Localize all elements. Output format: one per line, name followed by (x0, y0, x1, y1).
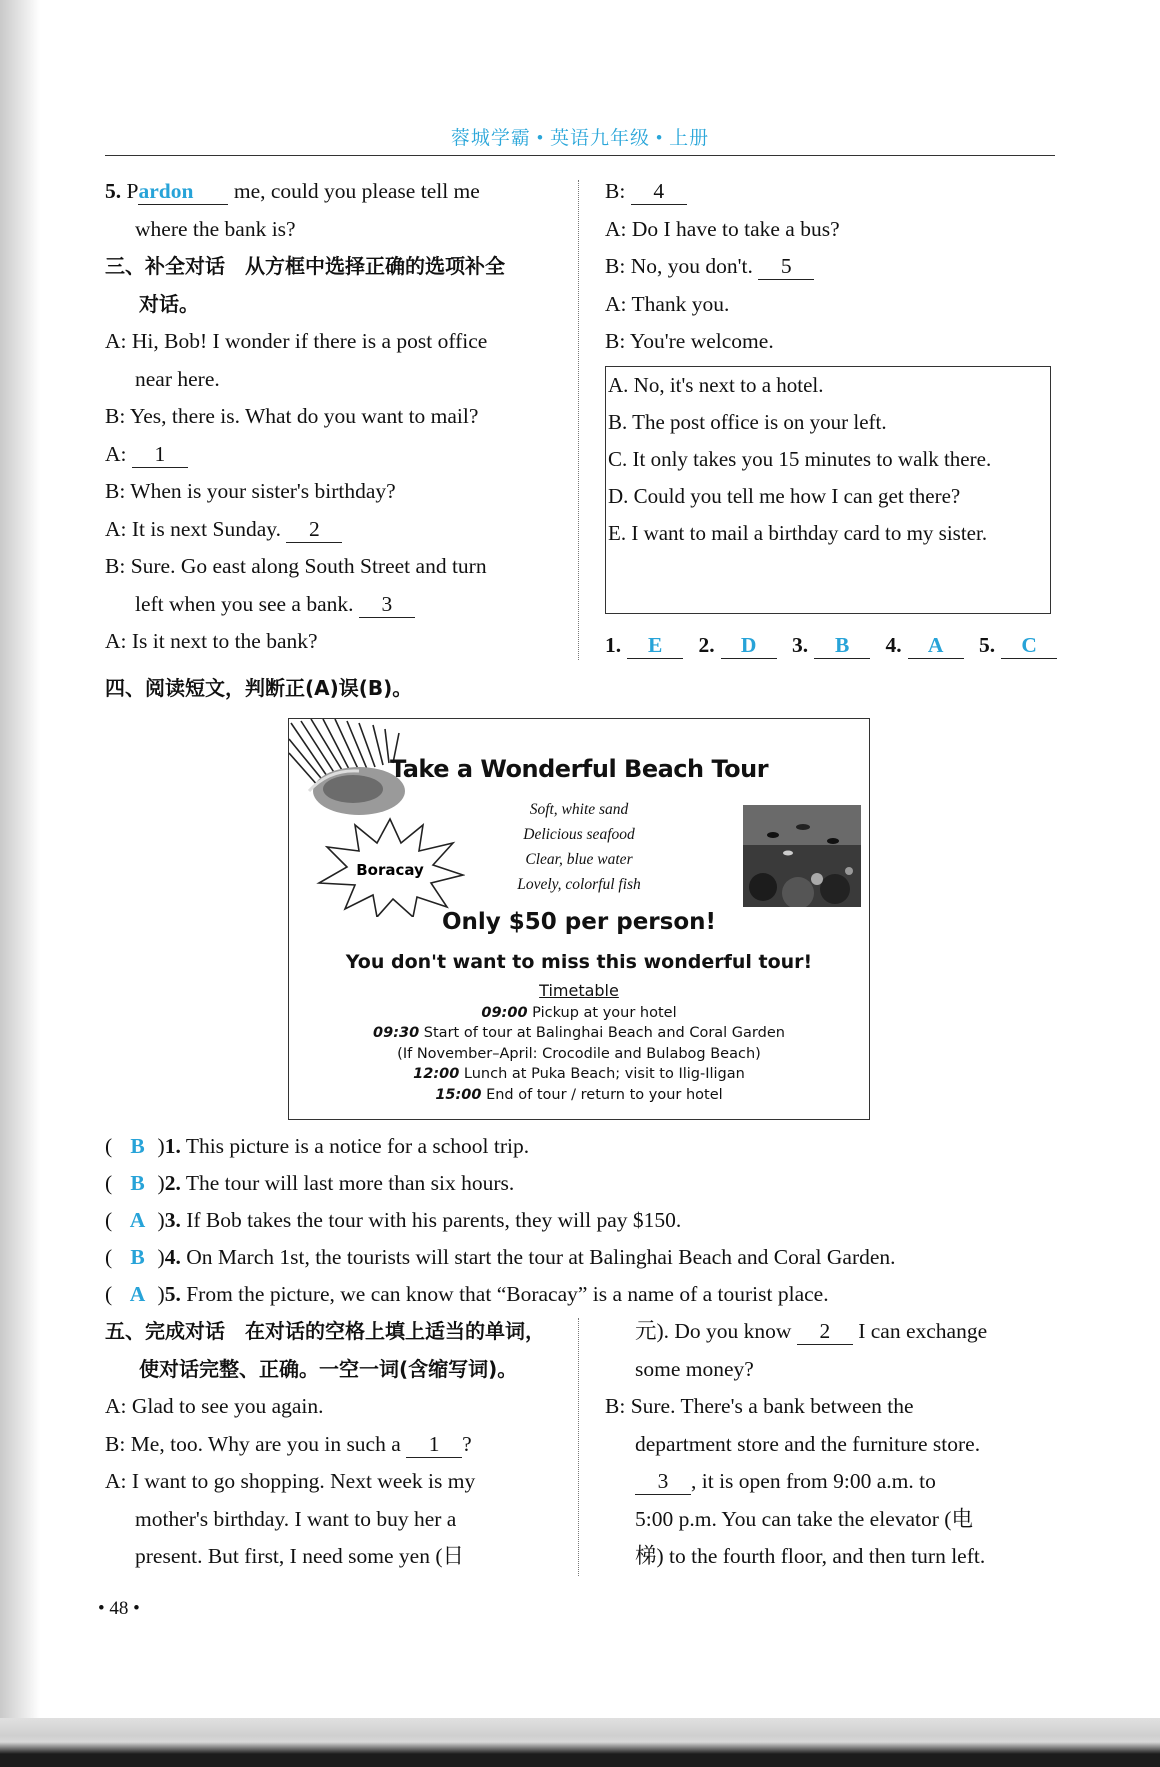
right-column-top: B: 4 A: Do I have to take a bus? B: No, you don't. 5 A: Thank you. B: You're welcome. (605, 173, 1055, 361)
header-rule (105, 155, 1055, 156)
poster-features: Soft, white sand Delicious seafood Clear, blue water Lovely, colorful fish (517, 801, 641, 893)
dialogue-line: A: 1 (105, 436, 560, 474)
column-divider (578, 180, 579, 660)
dialogue-line: A: It is next Sunday. 2 (105, 511, 560, 549)
tf-question: ( B )4. On March 1st, the tourists will start the tour at Balinghai Beach and Coral Garden. (105, 1245, 896, 1269)
section-5-left: 五、完成对话 在对话的空格上填上适当的单词， 使对话完整、正确。一空一词(含缩写词)。 A: Glad to see you again. B: Me, too. Why are you in such a 1 ? A: I want to go shopping. Next week is my mother's birthday. I want to buy her a present. But first, I need some yen (日 (105, 1313, 560, 1576)
section-3-heading: 三、补全对话 从方框中选择正确的选项补全 (105, 254, 505, 278)
section-3-answers: 1. E 2. D 3. B 4. A 5. C (605, 628, 1067, 662)
option-a: A. No, it's next to a hotel. (608, 373, 824, 397)
tf-question: ( A )3. If Bob takes the tour with his parents, they will pay $150. (105, 1208, 682, 1232)
poster-timetable: Timetable 09:00 Pickup at your hotel 09:30 Start of tour at Balinghai Beach and Coral Garden (If November–April: Crocodile and Bulabog Beach) 12:00 Lunch at Puka Beach; visit to Ilig-Iligan 15:00 End of tour / return to your hotel (373, 981, 785, 1103)
section-4-heading: 四、阅读短文，判断正(A)误(B)。 (105, 676, 413, 700)
option-e: E. I want to mail a birthday card to my sister. (608, 521, 988, 545)
dialogue-line: B: No, you don't. 5 (605, 248, 1055, 286)
tf-question: ( B )1. This picture is a notice for a school trip. (105, 1134, 530, 1158)
dialogue-line: B: Me, too. Why are you in such a 1 ? (105, 1431, 472, 1456)
section-5-right: 元). Do you know 2 I can exchange some money? B: Sure. There's a bank between the department store and the furniture store. 3 , it is open from 9:00 a.m. to 5:00 p.m. You can take the elevator (电 梯) to the fourth floor, and then turn left. (605, 1313, 1055, 1576)
sec2-question-5: 5. Pardon me, could you please tell me (105, 179, 480, 203)
running-header: 蓉城学霸 • 英语九年级 • 上册 (450, 128, 710, 149)
option-b: B. The post office is on your left. (608, 410, 887, 434)
dialogue-line: 3 , it is open from 9:00 a.m. to (605, 1463, 1055, 1501)
tour-poster (288, 718, 870, 1120)
tf-question: ( B )2. The tour will last more than six hours. (105, 1171, 515, 1195)
option-d: D. Could you tell me how I can get there? (608, 484, 961, 508)
dialogue-line: 元). Do you know 2 I can exchange (635, 1319, 988, 1343)
starburst-badge (315, 817, 465, 917)
poster-tagline: You don't want to miss this wonderful tour! (345, 951, 813, 973)
answer-blank: ardon (138, 178, 228, 205)
section-5-heading: 五、完成对话 在对话的空格上填上适当的单词， (105, 1319, 545, 1343)
dialogue-line: left when you see a bank. 3 (105, 586, 560, 624)
dialogue-line: B: 4 (605, 173, 1055, 211)
option-c: C. It only takes you 15 minutes to walk there. (608, 447, 992, 471)
poster-title: Take a Wonderful Beach Tour (389, 755, 769, 783)
tf-question: ( A )5. From the picture, we can know that “Boracay” is a name of a tourist place. (105, 1282, 829, 1306)
judgement-questions (105, 1128, 896, 1313)
left-column-top: 5. Pardon me, could you please tell me where the bank is? 三、补全对话 从方框中选择正确的选项补全 对话。 A: Hi, Bob! I wonder if there is a post office near here. B: Yes, there is. What do you want to mail? A: 1 B: When is your sister's birthday? A: It is next Sunday. 2 B: Sure. Go east along South Street and turn left when you see a bank. 3 A: Is it next to the bank? (105, 173, 560, 661)
coral-fish-photo (743, 805, 861, 907)
page-number: • 48 • (98, 1598, 140, 1619)
options-box (605, 366, 1051, 614)
page-left-shadow (0, 0, 40, 1767)
poster-price: Only $50 per person! (441, 909, 716, 935)
place-label: Boracay (356, 861, 424, 879)
page-bottom-edge (0, 1718, 1160, 1767)
column-divider (578, 1318, 579, 1576)
